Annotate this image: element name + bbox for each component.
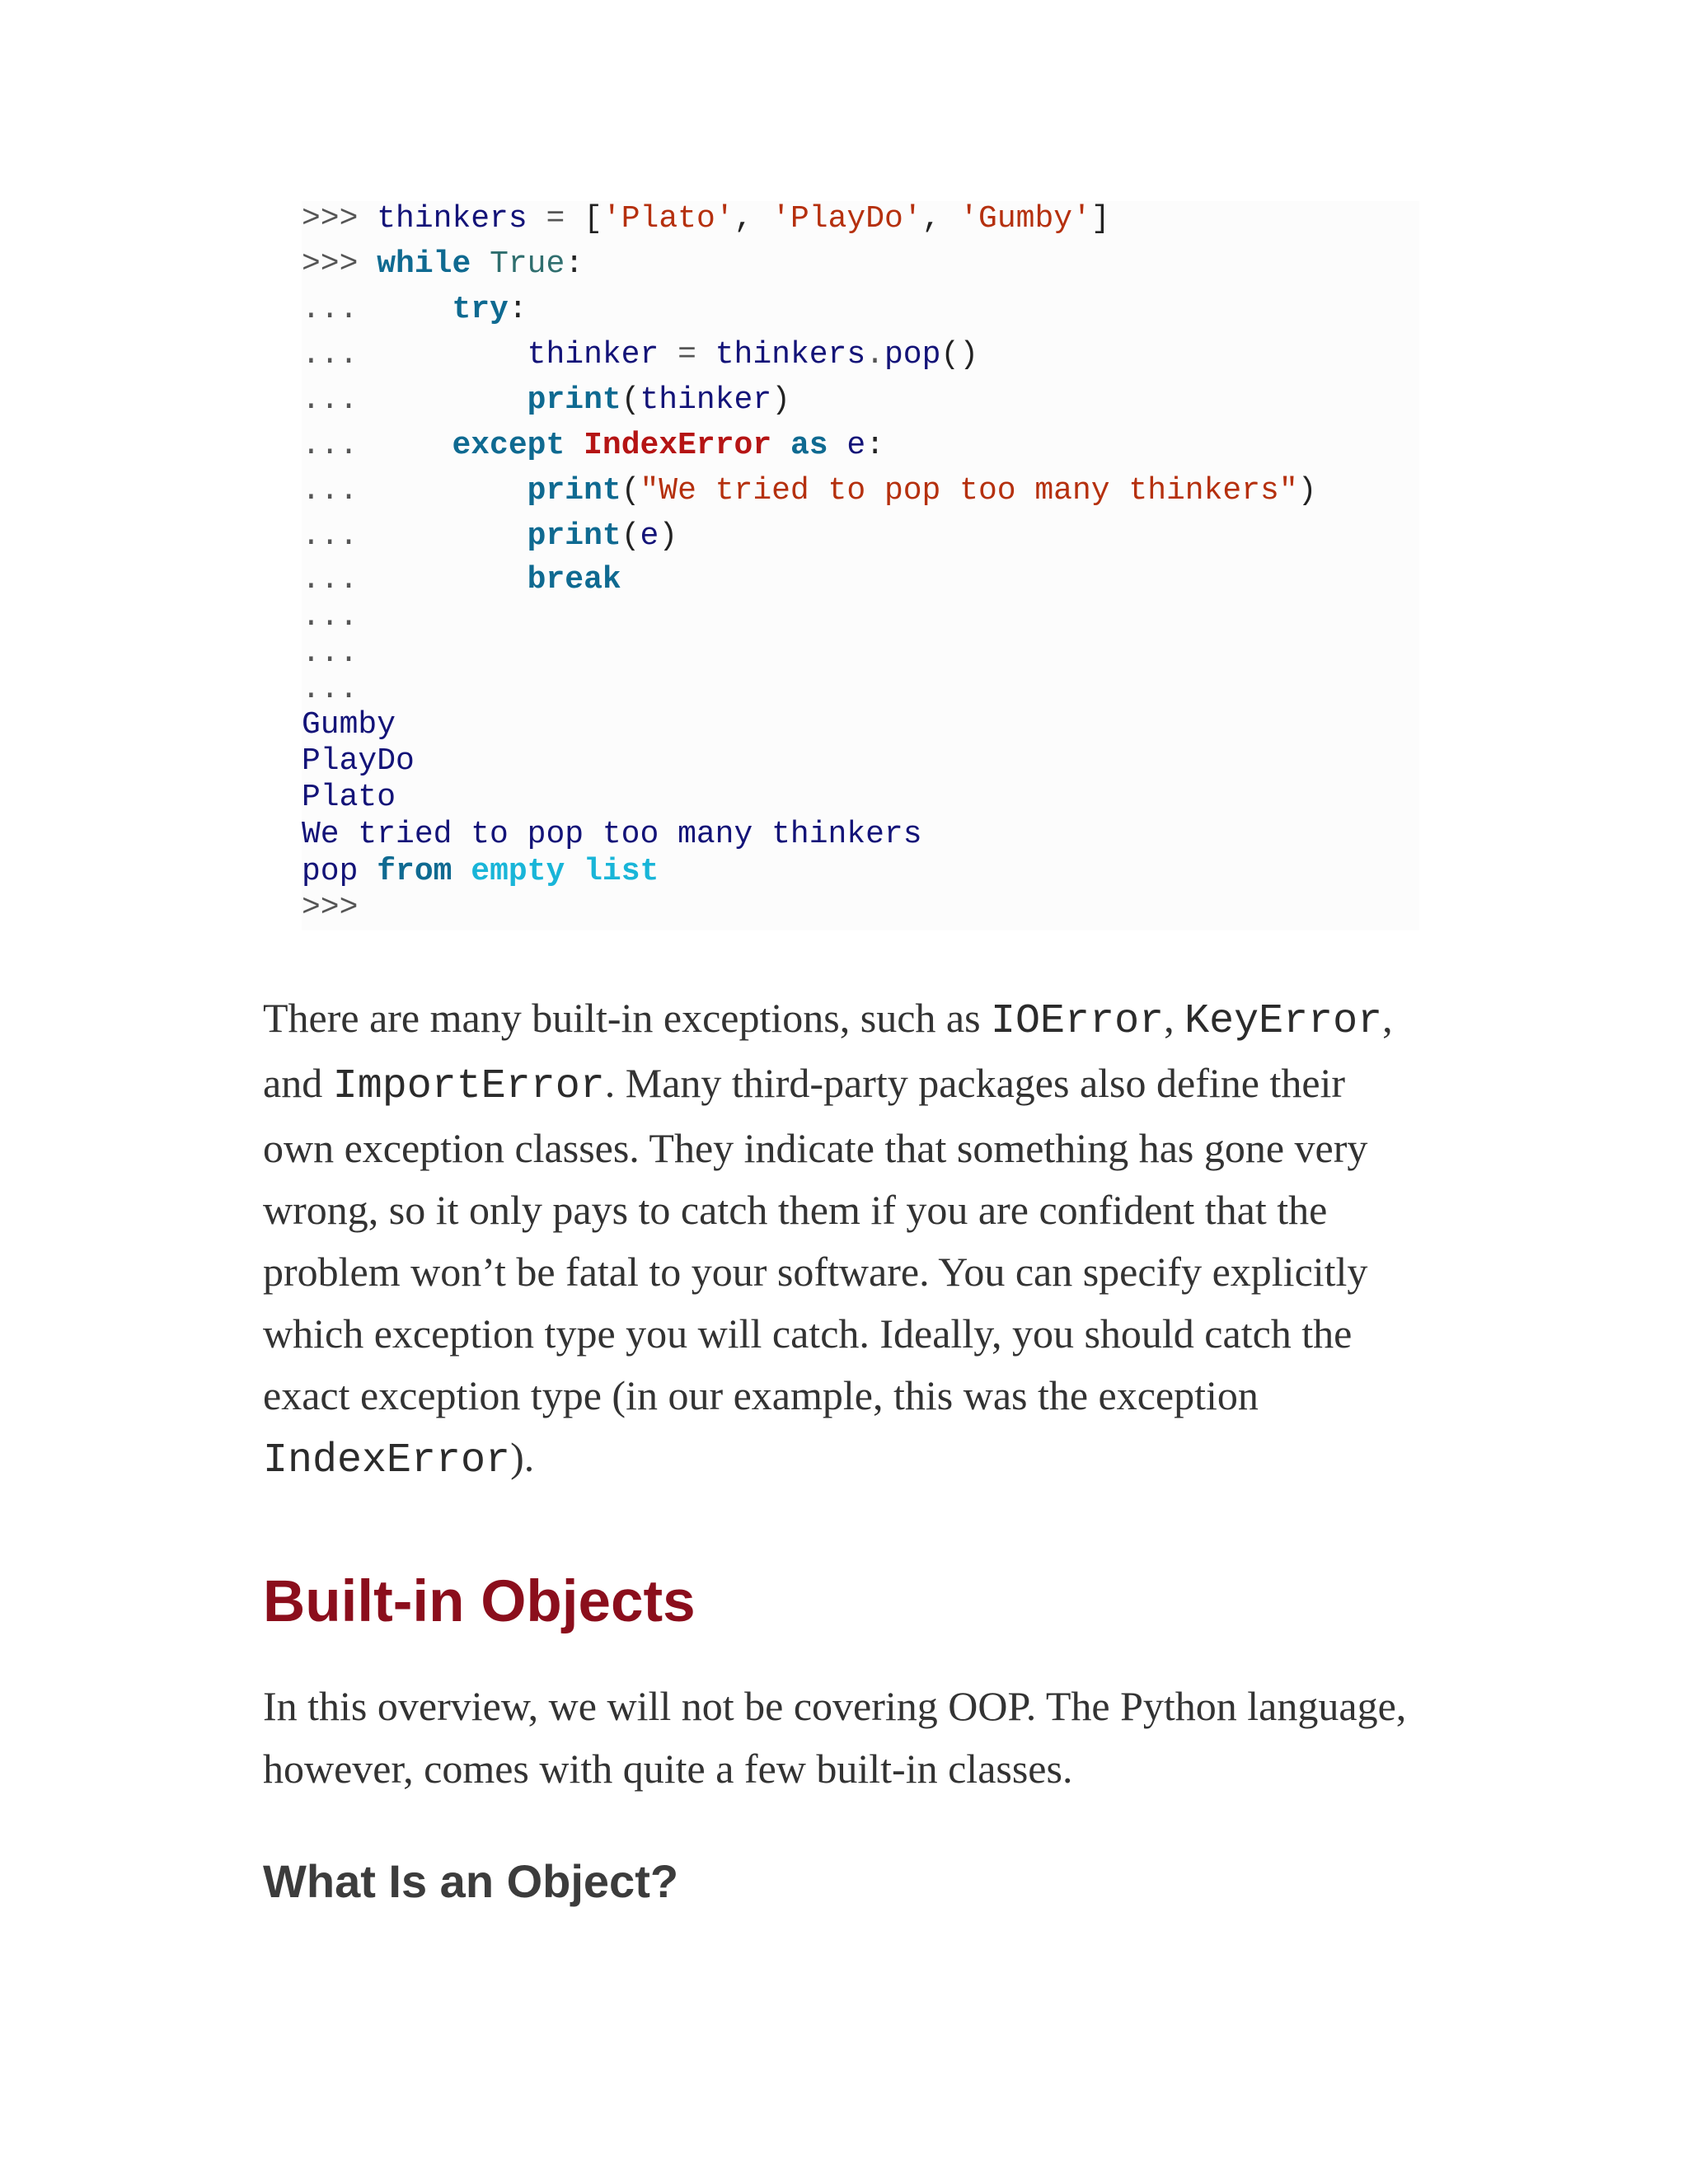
text: , [1164,995,1185,1041]
code-token: empty [471,854,565,889]
code-token: thinker [527,337,659,373]
prompt: ... [302,562,359,598]
code-block [302,201,1419,930]
code-output-1 [302,707,396,743]
prompt: ... [302,599,359,635]
code-line-3 [302,292,528,328]
code-string: "We tried to pop too many thinkers" [640,473,1298,509]
code-output: pop [302,854,359,889]
code-line-11 [302,635,358,672]
code-token: : [865,428,884,463]
inline-code: IOError [991,998,1165,1045]
code-keyword: from [377,854,452,889]
code-output: Gumby [302,707,396,743]
code-token: ( [621,518,640,554]
prompt: ... [302,292,359,327]
text-line: In this overview, we will not be covering OOP. The Python language, [263,1683,1407,1729]
text-line [263,987,1433,1052]
text-line: wrong, so it only pays to catch them if you are confident that the [263,1187,1328,1233]
code-line-9 [302,562,621,598]
code-keyword: try [452,292,509,327]
code-line-10 [302,599,358,635]
code-token: e [846,428,866,463]
code-output: Plato [302,780,396,815]
code-token: [ [584,201,603,237]
code-token: thinkers [715,337,866,373]
text-line: however, comes with quite a few built-in classes. [263,1746,1073,1792]
code-line-6 [302,428,884,464]
code-token: ) [1297,473,1317,509]
code-exception: IndexError [584,428,772,463]
text: . Many third-party packages also define their [604,1060,1346,1106]
code-line-5 [302,382,790,419]
text-line: which exception type you will catch. Ideally, you should catch the [263,1310,1353,1357]
section-heading-built-in-objects: Built-in Objects [263,1569,696,1634]
code-token: ] [1090,201,1110,237]
code-line-18 [302,890,358,926]
code-line-7 [302,473,1316,509]
inline-code: ImportError [332,1063,605,1110]
code-builtin: print [527,473,621,509]
code-keyword: break [527,562,621,598]
code-token: : [508,292,528,327]
code-string: 'Gumby' [959,201,1091,237]
code-token: thinker [640,382,772,418]
code-output-3 [302,780,396,816]
code-line-2 [302,246,584,283]
text-line [263,1427,1433,1492]
code-output-4 [302,817,922,853]
code-line-1 [302,201,1110,237]
code-output-2 [302,743,415,780]
code-token: list [584,854,659,889]
code-token: ( [621,382,640,418]
code-token: ) [771,382,790,418]
prompt: >>> [302,246,359,282]
code-token: : [565,246,584,282]
code-line-8 [302,518,678,555]
code-token: ( [621,473,640,509]
code-string: 'Plato' [602,201,734,237]
code-keyword: except [452,428,565,463]
code-keyword: while [377,246,471,282]
code-builtin: print [527,518,621,554]
text: , [1382,995,1393,1041]
text-line: exact exception type (in our example, this was the exception [263,1372,1259,1418]
text-line: problem won’t be fatal to your software. You can specify explicitly [263,1249,1368,1295]
prompt: ... [302,382,359,418]
code-line-12 [302,672,358,708]
code-token: = [546,201,565,237]
code-token: . [865,337,884,373]
code-output: PlayDo [302,743,415,779]
code-token: , [921,201,941,237]
code-keyword: as [790,428,828,463]
text-line [263,1052,1433,1118]
code-output-5 [302,854,659,890]
inline-code: IndexError [263,1437,511,1484]
code-token: pop [884,337,941,373]
code-line-4 [302,337,978,373]
code-token: , [734,201,753,237]
prompt: ... [302,473,359,509]
code-builtin: print [527,382,621,418]
prompt: ... [302,337,359,373]
subsection-heading-what-is-an-object: What Is an Object? [263,1855,679,1907]
prompt: ... [302,428,359,463]
overview-paragraph [263,1675,1433,1800]
text: There are many built-in exceptions, such as [263,995,992,1041]
code-output: We tried to pop too many thinkers [302,817,922,852]
code-token: thinkers [377,201,528,237]
code-token: = [678,337,696,373]
prompt: ... [302,635,359,671]
text-line: own exception classes. They indicate that something has gone very [263,1125,1368,1171]
prompt: >>> [302,890,359,926]
prompt: ... [302,518,359,554]
text: ). [510,1434,535,1480]
code-token: ) [659,518,678,554]
prompt: ... [302,672,359,707]
code-token: () [940,337,979,373]
exceptions-paragraph [263,987,1433,1492]
code-token: True [490,246,565,282]
text: and [263,1060,333,1106]
code-string: 'PlayDo' [771,201,922,237]
code-token: e [640,518,659,554]
prompt: >>> [302,201,359,237]
inline-code: KeyError [1184,998,1383,1045]
